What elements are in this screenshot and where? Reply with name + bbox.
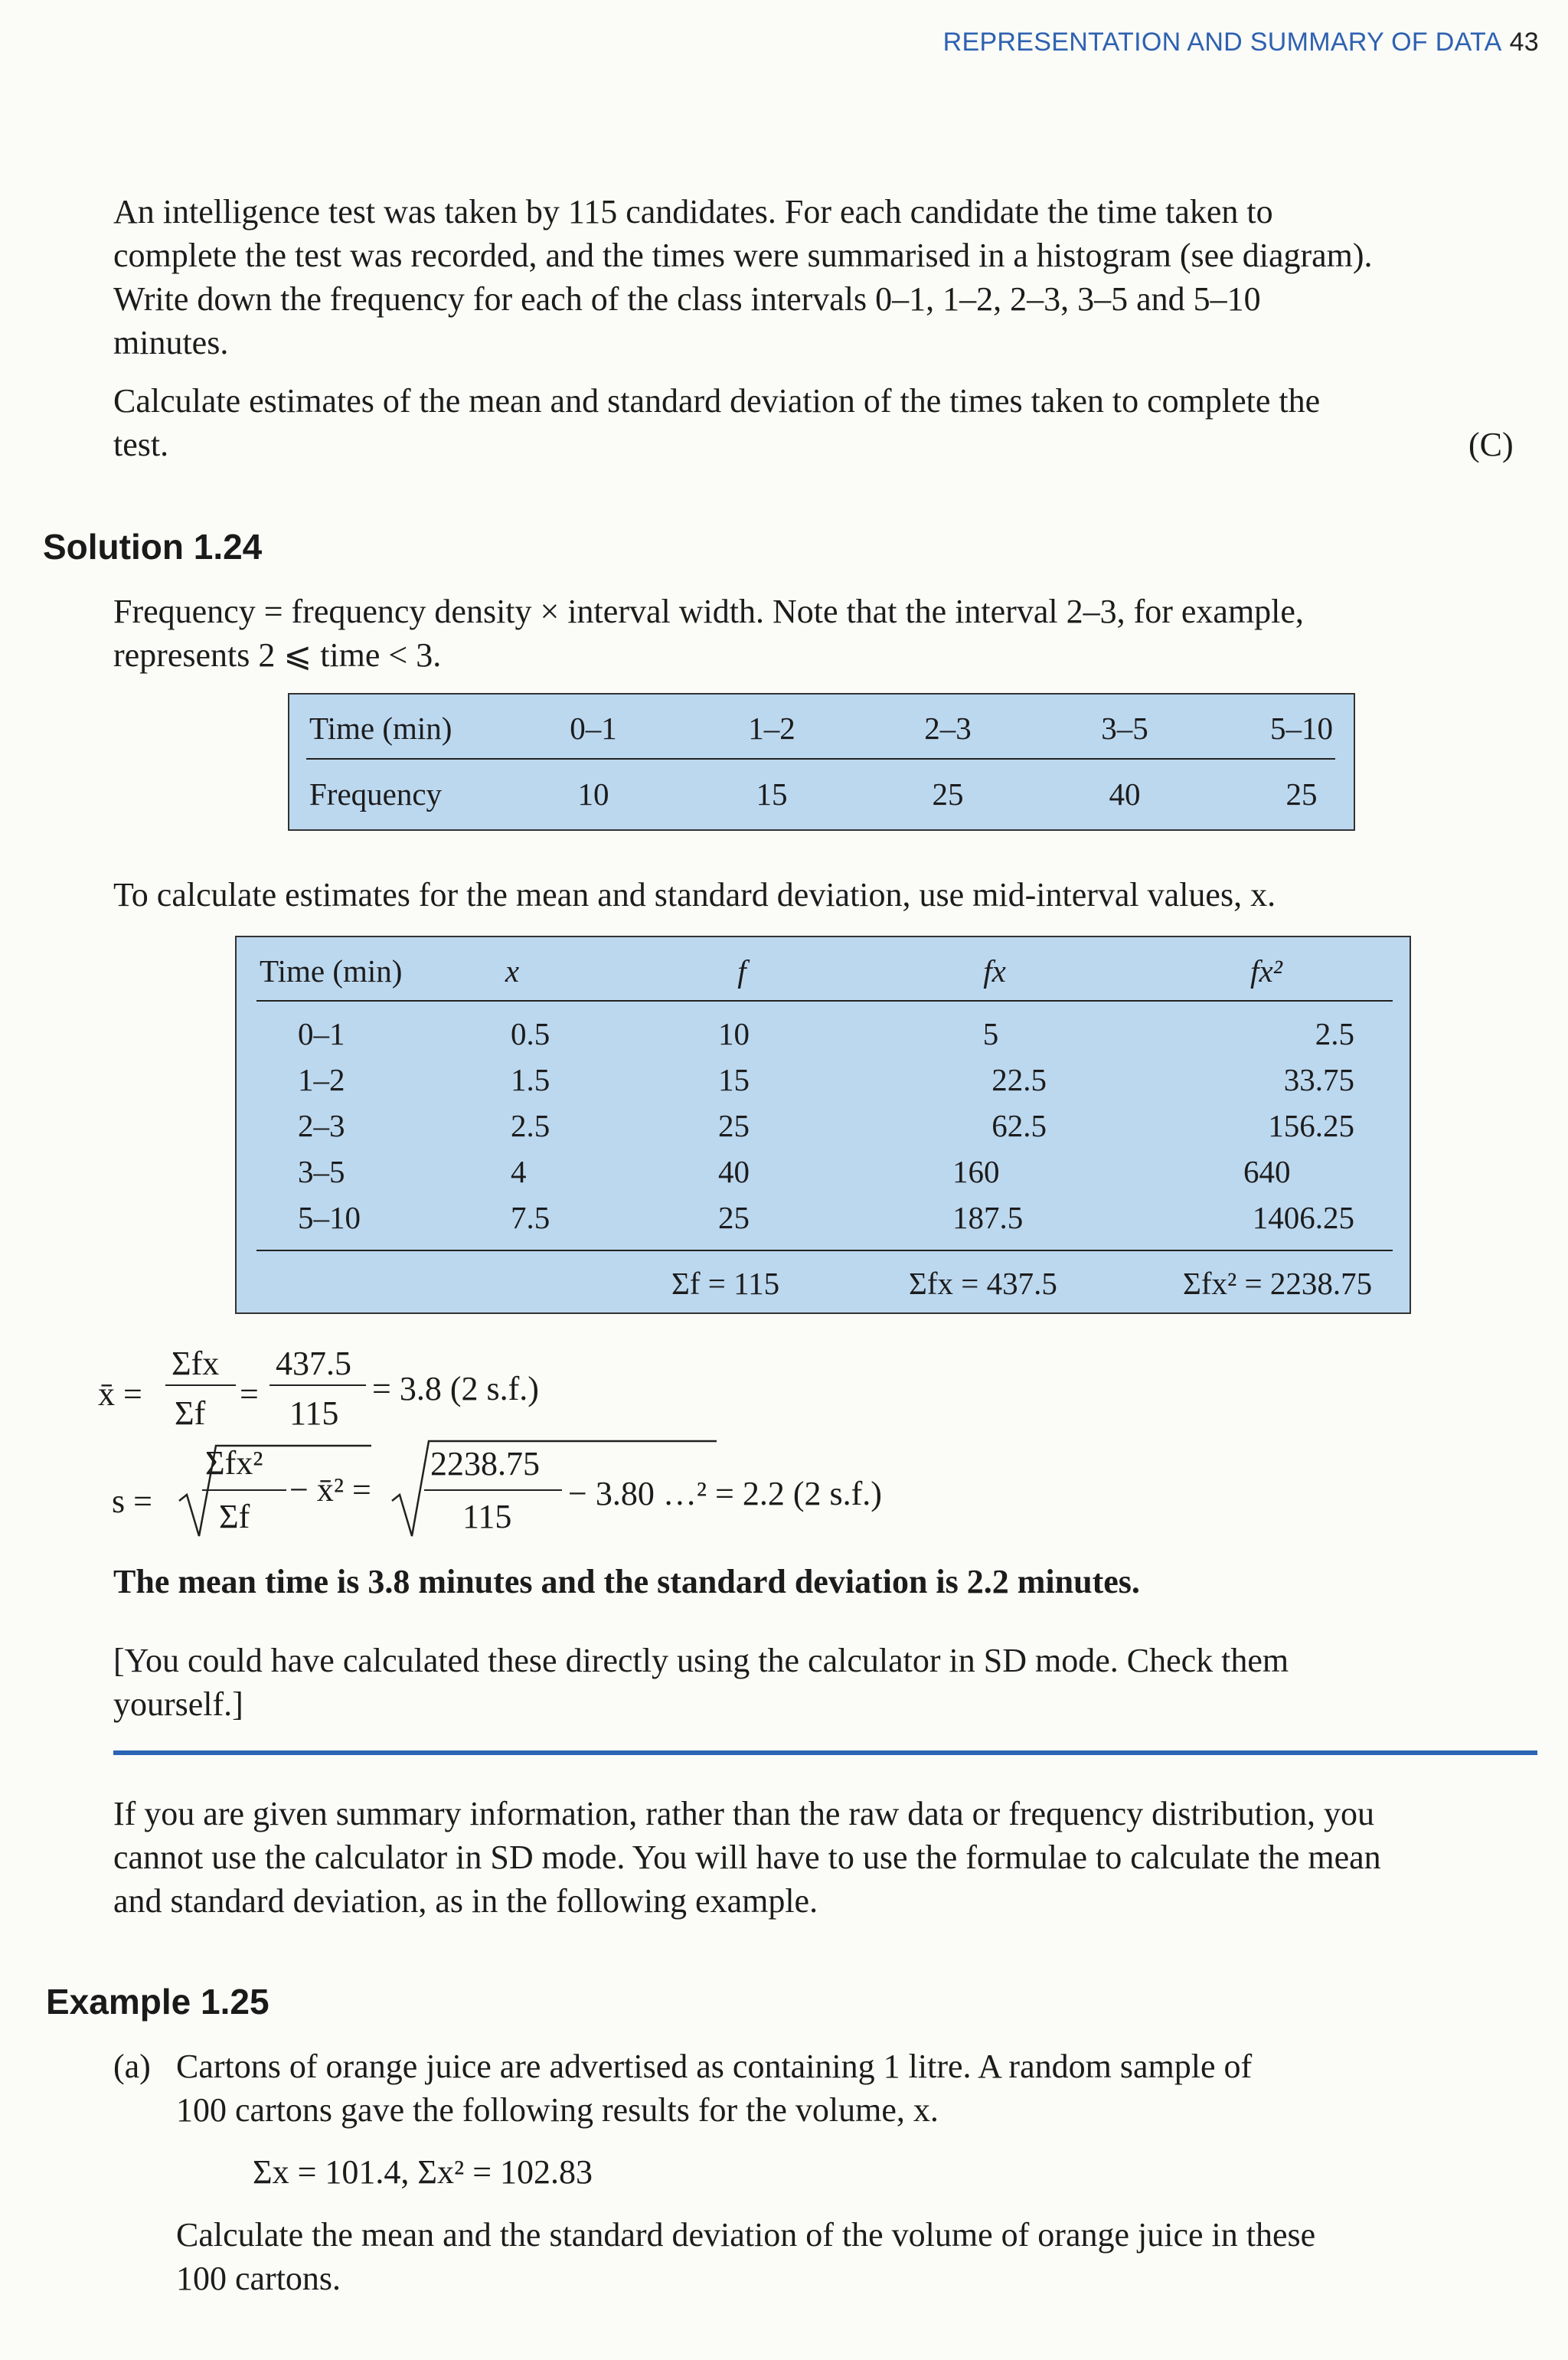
cell-fx2: 1406.25: [1252, 1200, 1354, 1235]
col-header-fx: fx: [983, 953, 1006, 989]
col-header-time: Time (min): [260, 953, 403, 989]
cell-x: 7.5: [511, 1200, 550, 1235]
mean-num1: Σfx: [172, 1345, 220, 1382]
question-line: Calculate estimates of the mean and standard deviation of the times taken to complete the: [113, 382, 1321, 420]
question-text: [113, 190, 1537, 364]
mean-result: = 3.8 (2 s.f.): [372, 1370, 539, 1407]
conclusion-text: The mean time is 3.8 minutes and the standard deviation is 2.2 minutes.: [113, 1563, 1140, 1600]
solution-heading: Solution 1.24: [43, 527, 263, 567]
fraction-bar: [202, 1489, 286, 1491]
cell-f: 15: [718, 1062, 750, 1097]
example-line: 100 cartons gave the following results for the volume, x.: [176, 2091, 939, 2129]
col-header-fx2: fx²: [1250, 953, 1282, 989]
col-header-x: x: [505, 953, 520, 989]
cell-f: 10: [718, 1016, 750, 1051]
calculator-note: [113, 1639, 1537, 1726]
interval-cell: 1–2: [748, 711, 795, 746]
interval-cell: 0–1: [570, 711, 617, 746]
header-title: REPRESENTATION AND SUMMARY OF DATA: [942, 28, 1502, 57]
cell-fx: 62.5: [991, 1108, 1047, 1143]
col-header-f: f: [737, 953, 746, 989]
example-text-2: [176, 2213, 1539, 2300]
cell-time: 2–3: [298, 1108, 345, 1143]
page-number: 43: [1509, 28, 1539, 57]
sd-den1: Σf: [219, 1498, 250, 1535]
summary-paragraph: [113, 1792, 1553, 1923]
total-f: Σf = 115: [671, 1266, 780, 1301]
sd-lhs: s =: [112, 1482, 152, 1520]
table-rule: [256, 1250, 1393, 1251]
question-line: test.: [113, 426, 169, 463]
example-line: Cartons of orange juice are advertised as containing 1 litre. A random sample of: [176, 2048, 1253, 2085]
sd-den2: 115: [462, 1498, 512, 1535]
fraction-bar: [424, 1489, 562, 1491]
example-line: Calculate the mean and the standard deviation of the volume of orange juice in these: [176, 2216, 1316, 2254]
cell-fx2: 156.25: [1268, 1108, 1354, 1143]
fraction-bar: [270, 1384, 366, 1386]
summary-line: If you are given summary information, rather than the raw data or frequency distribution, you: [113, 1795, 1375, 1832]
cell-fx: 187.5: [952, 1200, 1024, 1235]
table-header-time: Time (min): [309, 711, 452, 746]
question-line: An intelligence test was taken by 115 candidates. For each candidate the time taken to: [113, 193, 1273, 230]
example-line: 100 cartons.: [176, 2260, 341, 2297]
frequency-cell: 15: [756, 776, 788, 812]
mean-eq: =: [240, 1375, 259, 1413]
mean-num2: 437.5: [276, 1345, 351, 1382]
cell-fx: 5: [982, 1016, 999, 1051]
interval-cell: 3–5: [1101, 711, 1148, 746]
frequency-cell: 10: [577, 776, 609, 812]
sd-result: − 3.80 …² = 2.2 (2 s.f.): [568, 1475, 882, 1512]
example-heading: Example 1.25: [46, 1982, 270, 2022]
intro-line: Frequency = frequency density × interval width. Note that the interval 2–3, for example,: [113, 593, 1304, 630]
cell-time: 0–1: [298, 1016, 345, 1051]
sd-num2: 2238.75: [430, 1445, 540, 1482]
sd-num1: Σfx²: [205, 1444, 263, 1482]
cell-fx2: 33.75: [1283, 1062, 1354, 1097]
cell-x: 4: [511, 1154, 527, 1189]
frequency-cell: 25: [1285, 776, 1318, 812]
running-header: [942, 28, 1539, 57]
total-fx2: Σfx² = 2238.75: [1183, 1266, 1373, 1301]
section-divider: [113, 1750, 1537, 1755]
frequency-table: [288, 693, 1355, 831]
note-line: yourself.]: [113, 1685, 243, 1723]
example-text: [176, 2045, 1539, 2132]
question-line: minutes.: [113, 324, 229, 361]
frequency-cell: 25: [932, 776, 964, 812]
cell-f: 25: [718, 1200, 750, 1235]
frequency-cell: 40: [1109, 776, 1141, 812]
question-text-2: [113, 379, 1522, 466]
summary-line: and standard deviation, as in the following example.: [113, 1882, 818, 1920]
mean-den1: Σf: [175, 1394, 206, 1432]
cell-time: 5–10: [298, 1200, 361, 1235]
total-fx: Σfx = 437.5: [909, 1266, 1057, 1301]
cell-x: 0.5: [511, 1016, 550, 1051]
cell-fx2: 2.5: [1315, 1016, 1354, 1051]
source-tag: (C): [1468, 426, 1514, 463]
cell-fx2: 640: [1243, 1154, 1291, 1189]
cell-fx: 22.5: [991, 1062, 1047, 1097]
cell-x: 2.5: [511, 1108, 550, 1143]
table-rule: [256, 1000, 1393, 1002]
example-sums: Σx = 101.4, Σx² = 102.83: [253, 2153, 593, 2191]
interval-cell: 5–10: [1270, 711, 1333, 746]
cell-time: 3–5: [298, 1154, 345, 1189]
cell-fx: 160: [952, 1154, 1000, 1189]
note-line: [You could have calculated these directly using the calculator in SD mode. Check them: [113, 1642, 1289, 1679]
cell-f: 25: [718, 1108, 750, 1143]
mid-interval-text: To calculate estimates for the mean and standard deviation, use mid-interval values, x.: [113, 876, 1276, 914]
question-line: Write down the frequency for each of the class intervals 0–1, 1–2, 2–3, 3–5 and 5–10: [113, 280, 1261, 318]
question-line: complete the test was recorded, and the times were summarised in a histogram (see diagram).: [113, 237, 1373, 274]
fraction-bar: [165, 1384, 236, 1386]
table-header-frequency: Frequency: [309, 776, 443, 812]
sd-minus-xbar: − x̄² =: [289, 1471, 371, 1509]
cell-time: 1–2: [298, 1062, 345, 1097]
summary-line: cannot use the calculator in SD mode. You will have to use the formulae to calculate the mean: [113, 1839, 1381, 1876]
calculation-table: [235, 936, 1411, 1314]
solution-intro: [113, 590, 1537, 677]
cell-x: 1.5: [511, 1062, 550, 1097]
interval-cell: 2–3: [924, 711, 972, 746]
part-label: (a): [113, 2048, 151, 2085]
table-rule: [306, 758, 1335, 760]
mean-den2: 115: [289, 1394, 339, 1432]
intro-line: represents 2 ⩽ time < 3.: [113, 636, 442, 674]
cell-f: 40: [718, 1154, 750, 1189]
mean-lhs: x̄ =: [98, 1375, 142, 1413]
